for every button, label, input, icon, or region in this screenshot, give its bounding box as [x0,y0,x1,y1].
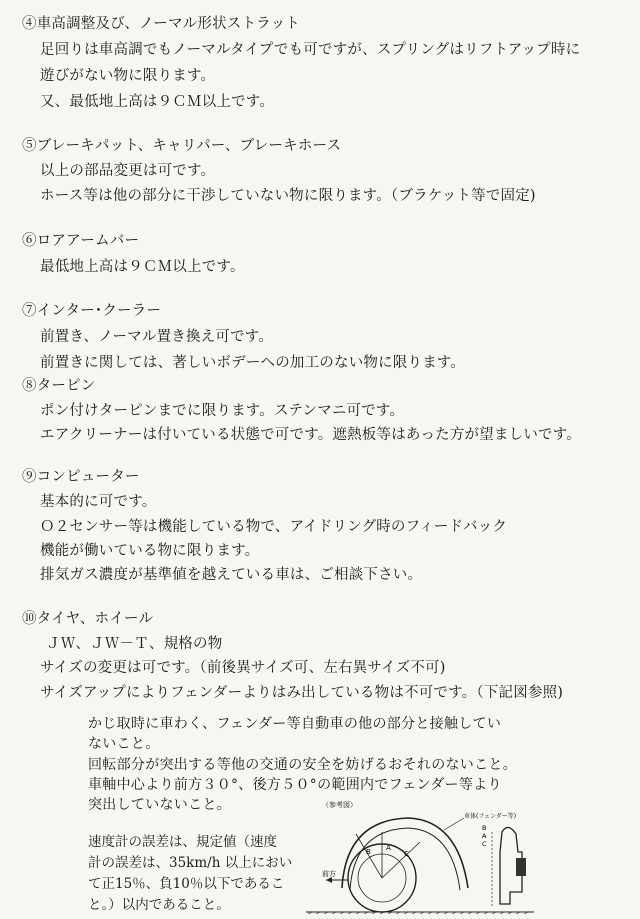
reference-figure [296,796,634,914]
speedometer-line-3: て正15％、負10％以下であるこ [88,876,285,892]
point-label-c: C [404,850,409,858]
speedometer-line-4: と。）以内であること。 [88,897,230,913]
section-10-heading: ⑩タイヤ、ホイール [22,611,154,627]
fender-leader-line [444,818,464,830]
section-7-heading: ⑦インター･クーラー [22,303,162,319]
section-5-heading: ⑤ブレーキパット、キャリパー、ブレーキホース [22,138,342,154]
angle-line-front [356,834,382,878]
section-9-line-2: Ｏ２センサー等は機能している物で、アイドリング時のフィードバック [40,519,508,535]
section-9-line-4: 排気ガス濃度が基準値を越えている車は、ご相談下さい。 [40,567,423,583]
section-8-heading: ⑧ターピン [22,378,96,394]
section-8-line-1: ポン付けターピンまでに限ります。ステンマニ可です。 [40,403,405,419]
note-line-4: 車軸中心より前方３０°、後方５０°の範囲内でフェンダー等より [88,777,502,793]
note-line-2: ないこと。 [88,736,160,752]
section-9-line-1: 基本的に可です。 [40,494,157,510]
fender-inner-outline [350,828,460,890]
section-9-heading: ⑨コンピューター [22,469,140,485]
section-5-line-1: 以上の部品変更は可です。 [40,163,216,179]
speedometer-line-1: 速度計の誤差は、規定値（速度 [88,834,277,850]
side-label-b: B [482,824,487,832]
side-label-c: C [482,840,487,848]
section-8-line-2: エアクリーナーは付いている状態で可です。遮熱板等はあった方が望ましいです。 [40,427,581,443]
section-10-line-3: サイズアップによりフェンダーよりはみ出している物は不可です。（下記図参照) [40,685,564,701]
section-4-line-2: 遊びがない物に限ります。 [40,68,216,84]
side-label-a: A [482,832,487,840]
section-7-line-2: 前置きに関しては、著しいボデーへの加工のない物に限ります。 [40,355,466,371]
note-line-5: 突出していないこと。 [88,797,231,813]
figure-title: （参考図） [322,801,357,809]
point-label-b: B [366,848,371,856]
section-10-line-1: ＪＷ、ＪＷ－Ｔ、規格の物 [46,636,223,652]
section-7-line-1: 前置き、ノーマル置き換え可です。 [40,329,274,345]
point-label-a: A [386,844,391,852]
front-label: 前方 [322,870,336,878]
side-profile-hub [516,858,526,876]
section-4-line-1: 足回りは車高調でもノーマルタイプでも可ですが、スプリングはリフトアップ時に [40,42,581,58]
section-4-line-3: 又、最低地上高は９ＣＭ以上です。 [40,94,275,110]
fender-label: 車体(フェンダー等) [464,813,517,820]
section-9-line-3: 機能が働いている物に限ります。 [40,543,260,559]
section-6-line-1: 最低地上高は９ＣＭ以上です。 [40,259,245,275]
note-line-3: 回転部分が突出する等他の交通の安全を妨げるおそれのないこと。 [88,757,517,773]
note-line-1: かじ取時に車わく、フェンダー等自動車の他の部分と接触してい [88,716,502,732]
section-4-heading: ④車高調整及び、ノーマル形状ストラット [22,16,300,32]
section-5-line-2: ホース等は他の部分に干渉していない物に限ります。（ブラケット等で固定) [40,188,536,204]
section-6-heading: ⑥ロアアームバー [22,233,140,249]
speedometer-line-2: 計の誤差は、35km/h 以上におい [88,855,293,871]
section-10-line-2: サイズの変更は可です。（前後異サイズ可、左右異サイズ不可) [40,660,446,676]
